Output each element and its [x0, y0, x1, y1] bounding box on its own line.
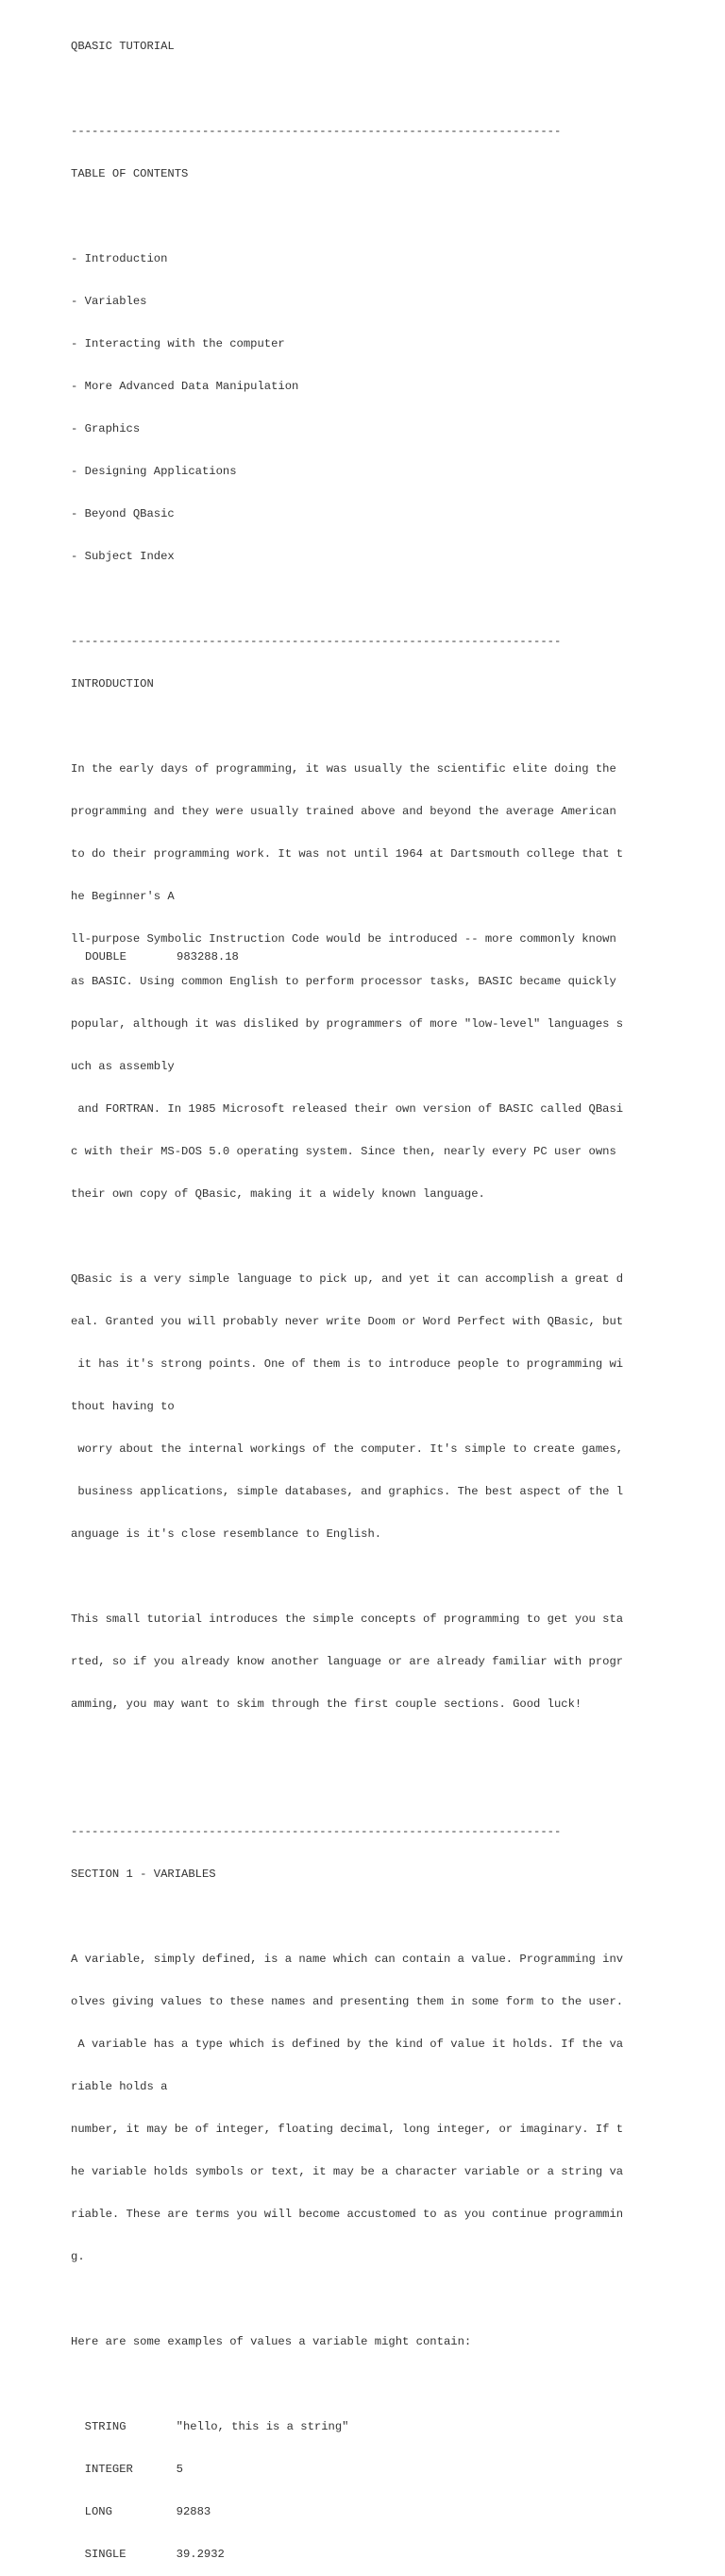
- example-value: 39.2932: [176, 2548, 225, 2561]
- example-row: [71, 2548, 623, 2562]
- example-row: [85, 950, 239, 964]
- intro-heading: INTRODUCTION: [71, 677, 154, 691]
- section-divider: -----------------------------------------------------------------------: [71, 635, 562, 648]
- example-type: INTEGER: [84, 2463, 133, 2476]
- section1-p1-line: riable holds a: [71, 2080, 168, 2093]
- intro-p1-line: In the early days of programming, it was usually the scientific elite doing the: [71, 762, 616, 776]
- intro-p1-line: popular, although it was disliked by programmers of more "low-level" languages s: [71, 1017, 624, 1031]
- document-body: [71, 11, 623, 2576]
- intro-p2-line: anguage is it's close resemblance to English.: [71, 1527, 382, 1541]
- intro-p3-line: amming, you may want to skim through the first couple sections. Good luck!: [71, 1697, 582, 1711]
- section1-p2: Here are some examples of values a variable might contain:: [71, 2335, 472, 2348]
- doc-title: QBASIC TUTORIAL: [71, 40, 175, 53]
- intro-p2-line: worry about the internal workings of the computer. It's simple to create games,: [71, 1442, 624, 1456]
- example-type: LONG: [84, 2505, 112, 2518]
- example-row: [71, 2420, 623, 2434]
- toc-item: - Variables: [71, 295, 147, 308]
- toc-item: - Subject Index: [71, 550, 175, 563]
- intro-p1-line: ll-purpose Symbolic Instruction Code would be introduced -- more commonly known: [71, 932, 616, 946]
- section1-p1-line: A variable, simply defined, is a name which can contain a value. Programming inv: [71, 1953, 624, 1966]
- example-type: SINGLE: [84, 2548, 126, 2561]
- toc-item: - Beyond QBasic: [71, 507, 175, 520]
- intro-p2-line: thout having to: [71, 1400, 175, 1413]
- section-divider: -----------------------------------------------------------------------: [71, 1825, 562, 1838]
- intro-p1-line: uch as assembly: [71, 1060, 175, 1073]
- section-divider: -----------------------------------------------------------------------: [71, 125, 562, 138]
- intro-p1-line: their own copy of QBasic, making it a widely known language.: [71, 1187, 485, 1201]
- example-value: "hello, this is a string": [176, 2420, 349, 2433]
- intro-p1-line: as BASIC. Using common English to perform processor tasks, BASIC became quickly: [71, 975, 616, 988]
- section1-p1-line: he variable holds symbols or text, it may be a character variable or a string va: [71, 2165, 624, 2178]
- section1-heading: SECTION 1 - VARIABLES: [71, 1868, 216, 1881]
- toc-item: - Interacting with the computer: [71, 337, 285, 350]
- intro-p1-line: he Beginner's A: [71, 890, 175, 903]
- intro-p2-line: QBasic is a very simple language to pick up, and yet it can accomplish a great d: [71, 1272, 624, 1286]
- section1-p1-line: number, it may be of integer, floating decimal, long integer, or imaginary. If t: [71, 2123, 624, 2136]
- example-value: 983288.18: [177, 950, 239, 964]
- example-value: 5: [176, 2463, 183, 2476]
- intro-p1-line: programming and they were usually trained above and beyond the average American: [71, 805, 616, 818]
- section1-p1-line: g.: [71, 2250, 85, 2263]
- intro-p3-line: rted, so if you already know another language or are already familiar with progr: [71, 1655, 624, 1668]
- section1-p1-line: olves giving values to these names and presenting them in some form to the user.: [71, 1995, 624, 2008]
- example-value: 92883: [176, 2505, 211, 2518]
- intro-p2-line: business applications, simple databases, and graphics. The best aspect of the l: [71, 1485, 624, 1498]
- section1-p1-line: riable. These are terms you will become accustomed to as you continue programmin: [71, 2208, 624, 2221]
- toc-heading: TABLE OF CONTENTS: [71, 167, 189, 180]
- example-type: STRING: [84, 2420, 126, 2433]
- intro-p1-line: and FORTRAN. In 1985 Microsoft released their own version of BASIC called QBasi: [71, 1102, 624, 1116]
- example-row: [71, 2505, 623, 2519]
- intro-p1-line: c with their MS-DOS 5.0 operating system. Since then, nearly every PC user owns: [71, 1145, 616, 1158]
- toc-item: - Graphics: [71, 422, 141, 435]
- toc-item: - Introduction: [71, 252, 168, 265]
- toc-item: - More Advanced Data Manipulation: [71, 380, 299, 393]
- section1-p1-line: A variable has a type which is defined by the kind of value it holds. If the va: [71, 2038, 624, 2051]
- example-row: [71, 2463, 623, 2477]
- toc-item: - Designing Applications: [71, 465, 237, 478]
- intro-p2-line: it has it's strong points. One of them is to introduce people to programming wi: [71, 1357, 624, 1371]
- example-type: DOUBLE: [85, 950, 126, 964]
- intro-p3-line: This small tutorial introduces the simple concepts of programming to get you sta: [71, 1612, 624, 1626]
- intro-p1-line: to do their programming work. It was not until 1964 at Dartsmouth college that t: [71, 847, 624, 861]
- intro-p2-line: eal. Granted you will probably never write Doom or Word Perfect with QBasic, but: [71, 1315, 624, 1328]
